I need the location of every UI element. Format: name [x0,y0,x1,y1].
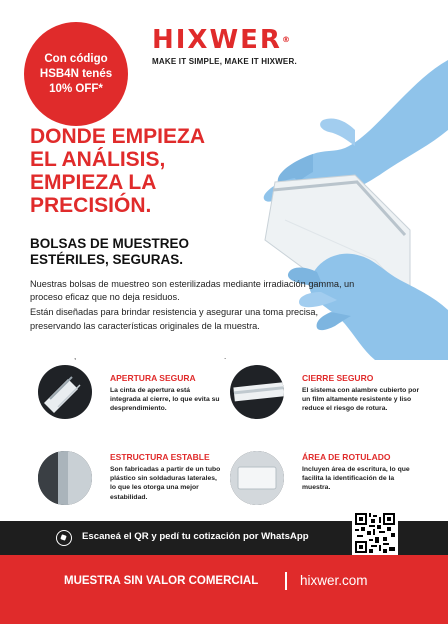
promo-badge [24,22,128,126]
subhead-line-1: BOLSAS DE MUESTREO [30,236,190,251]
feature-1-title: APERTURA SEGURA [110,373,196,383]
promo-line-1: Con código [44,52,108,65]
wire-closure-icon [230,365,284,419]
feature-2-desc: El sistema con alambre cubierto por un film altamente resistente y liso reduce el riesgo de rotura. [302,387,420,413]
feature-4-title: ÁREA DE ROTULADO [302,452,391,462]
label-area-icon [230,451,284,505]
seamless-tube-icon [38,451,92,505]
qr-code[interactable] [352,510,398,556]
brand-tagline: MAKE IT SIMPLE, MAKE IT HIXWER. [152,57,297,66]
headline-line-1: DONDE EMPIEZA [30,125,206,148]
divider-dot-left: , [74,352,77,361]
description-paragraph-2: Están diseñadas para brindar resistencia y asegurar una toma precisa, preservando las características originales de la muestra. [30,307,319,331]
description-paragraph-1: Nuestras bolsas de muestreo son esterilizadas mediante irradiación gamma, un proceso eficaz que no deja residuos. [30,279,355,303]
website-link[interactable]: hixwer.com [300,573,368,588]
subheadline [30,236,290,268]
brand-name: HIXWER [152,25,282,55]
promo-line-2: HSB4N tenés [39,67,113,80]
qr-code-pattern [355,513,395,553]
headline [30,125,270,217]
promo-line-3: 10% OFF* [49,82,103,95]
divider-dot-right: . [224,352,227,361]
feature-3-title: ESTRUCTURA ESTABLE [110,452,210,462]
cta-text: Escaneá el QR y pedí tu cotización por WhatsApp [82,531,309,542]
headline-line-4: PRECISIÓN. [30,194,152,217]
headline-line-3: EMPIEZA LA [30,171,157,194]
feature-3-desc: Son fabricadas a partir de un tubo plástico sin soldaduras laterales, lo que les otorga una mejor estabilidad. [110,466,221,501]
footer-disclaimer: MUESTRA SIN VALOR COMERCIAL [64,575,259,587]
feature-4-desc: Incluyen área de escritura, lo que facilita la identificación de la muestra. [302,466,410,492]
headline-line-2: EL ANÁLISIS, [30,148,166,171]
brand-wordmark [152,26,297,54]
whatsapp-icon [56,530,72,546]
footer [0,555,448,624]
feature-2-title: CIERRE SEGURO [302,373,374,383]
footer-separator [285,572,287,590]
subhead-line-2: ESTÉRILES, SEGURAS. [30,252,184,267]
description [30,278,360,335]
feature-1-desc: La cinta de apertura está integrada al cierre, lo que evita su desprendimiento. [110,387,220,413]
tear-strip-icon [38,365,92,419]
registered-mark: ® [281,35,292,44]
